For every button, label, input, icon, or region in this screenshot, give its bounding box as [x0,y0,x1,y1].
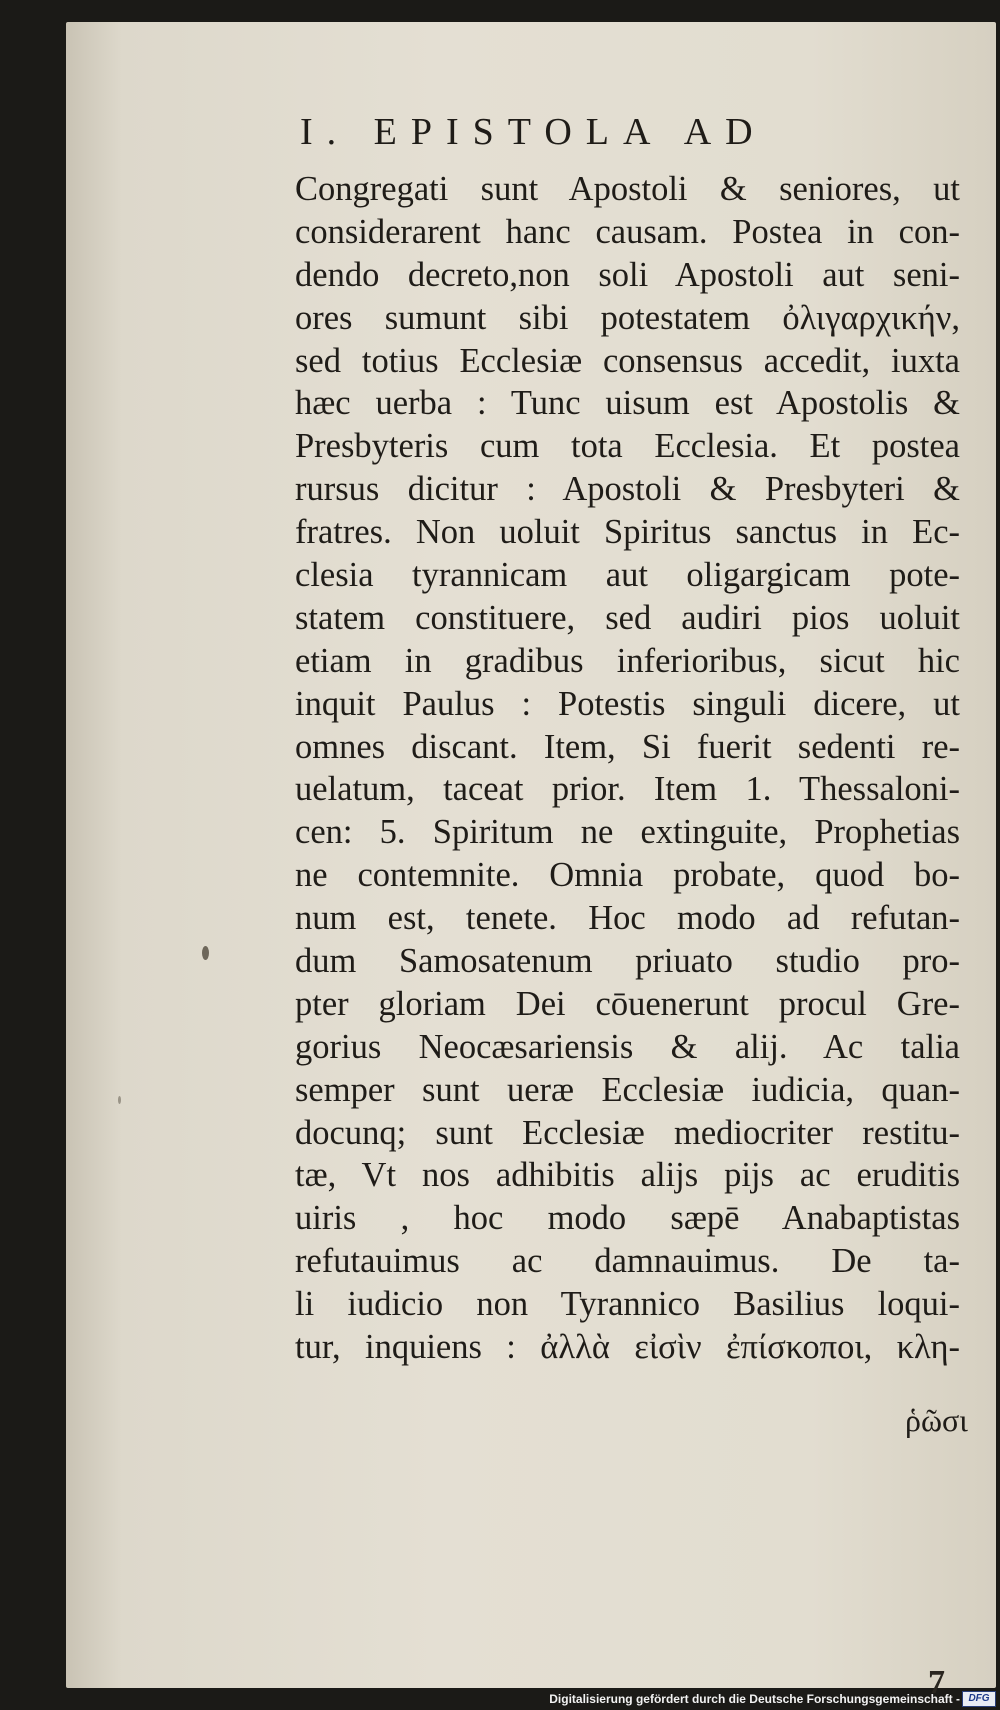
text-line: li iudicio non Tyrannico Basilius loqui- [295,1285,960,1324]
text-line: semper sunt ueræ Ecclesiæ iudicia, quan- [295,1070,960,1109]
text-line: rursus dicitur : Apostoli & Presbyteri & [295,470,960,509]
text-line: clesia tyrannicam aut oligargicam pote- [295,556,960,595]
text-line: dendo decreto,non soli Apostoli aut seni- [295,255,960,294]
text-line: docunq; sunt Ecclesiæ mediocriter restitu- [295,1113,960,1152]
text-line: Congregati sunt Apostoli & seniores, ut [295,170,960,208]
text-line: num est, tenete. Hoc modo ad refutan- [295,899,960,938]
text-line: hæc uerba : Tunc uisum est Apostolis & [295,384,960,423]
funding-footer: Digitalisierung gefördert durch die Deutsche Forschungsgemeinschaft - [549,1692,960,1706]
body-text [295,168,960,1369]
dfg-logo: DFG [962,1691,996,1707]
text-line: Presbyteris cum tota Ecclesia. Et postea [295,427,960,466]
ink-speck [118,1096,121,1104]
text-line: statem constituere, sed audiri pios uoluit [295,598,960,637]
text-line: inquit Paulus : Potestis singuli dicere, ut [295,684,960,723]
text-line: etiam in gradibus inferioribus, sicut hic [295,641,960,680]
text-line: omnes discant. Item, Si fuerit sedenti re- [295,727,960,766]
text-line: sed totius Ecclesiæ consensus accedit, iuxta [295,341,960,380]
catchword: ῥῶσι [905,1402,968,1438]
running-header: I. EPISTOLA AD [300,111,767,153]
text-line: fratres. Non uoluit Spiritus sanctus in Ec- [295,513,960,552]
text-line: dum Samosatenum priuato studio pro- [295,942,960,981]
text-line: refutauimus ac damnauimus. De ta- [295,1242,960,1281]
text-line: tæ, Vt nos adhibitis alijs pijs ac eruditis [295,1156,960,1195]
ink-speck [202,946,209,960]
text-line: uelatum, taceat prior. Item 1. Thessaloni- [295,770,960,809]
text-line: cen: 5. Spiritum ne extinguite, Prophetias [295,813,960,852]
text-line: pter gloriam Dei cōuenerunt procul Gre- [295,984,960,1023]
text-line: gorius Neocæsariensis & alij. Ac talia [295,1027,960,1066]
folio-number: 7 [928,1664,945,1701]
text-line: ne contemnite. Omnia probate, quod bo- [295,856,960,895]
text-line: tur, inquiens : ἀλλὰ εἰσὶν ἐπίσκοποι, κλη- [295,1328,960,1367]
text-line: uiris , hoc modo sæpē Anabaptistas [295,1199,960,1238]
text-line: ores sumunt sibi potestatem ὀλιγαρχικήν, [295,298,960,337]
text-line: considerarent hanc causam. Postea in con- [295,212,960,251]
